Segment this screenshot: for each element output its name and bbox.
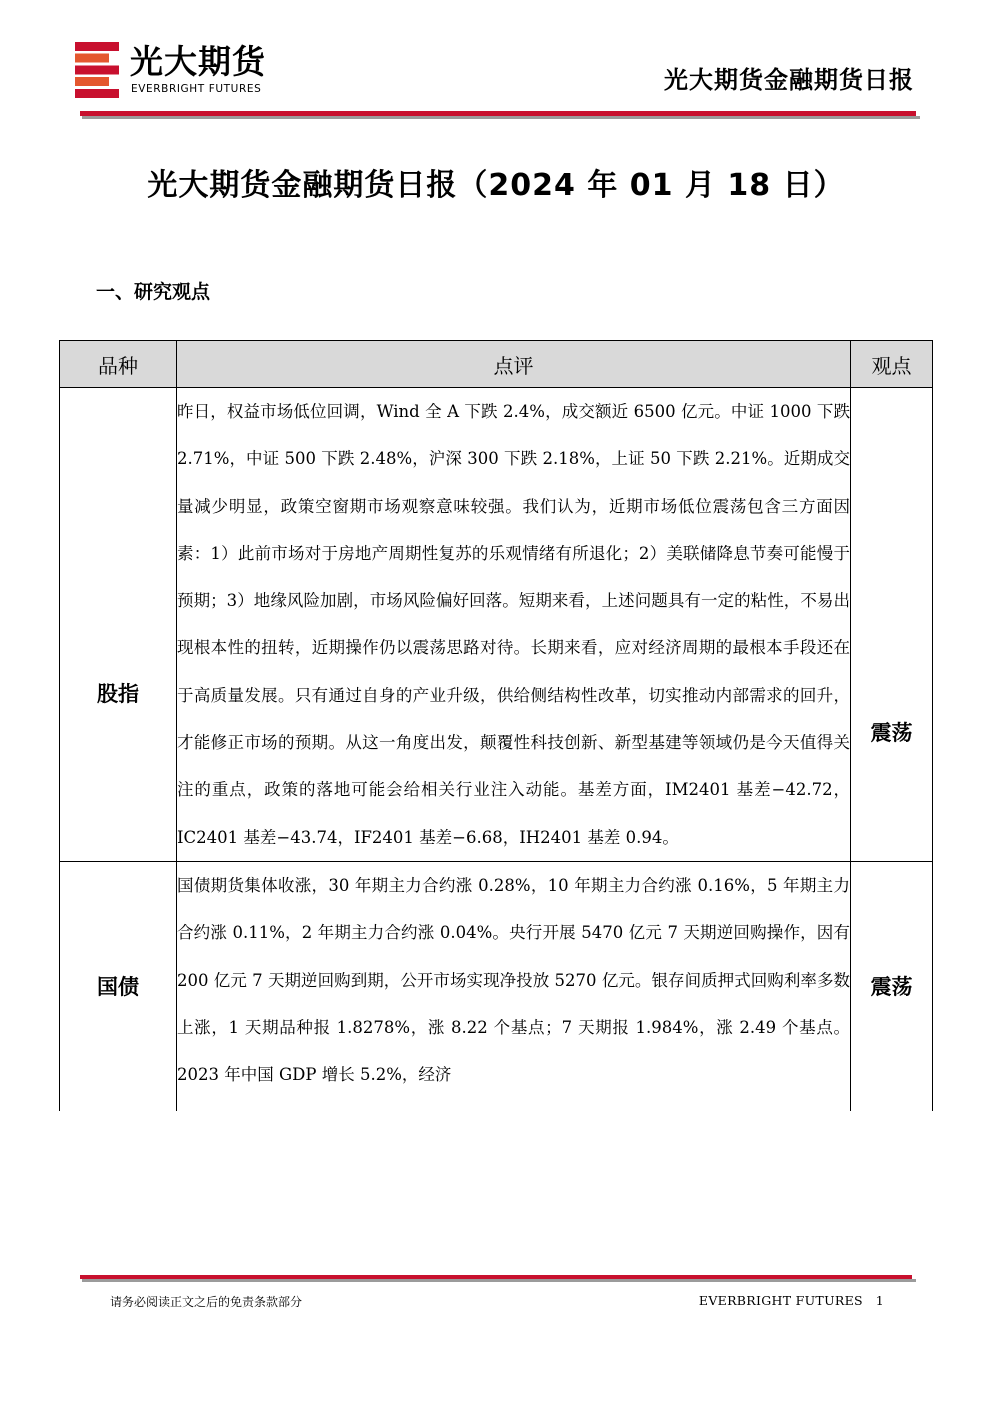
row-comment: 昨日，权益市场低位回调，Wind 全 A 下跌 2.4%，成交额近 6500 亿元。中证 1000 下跌 2.71%，中证 500 下跌 2.48%，沪深 300 下跌 2.18%，上证 50 下跌 2.21%。近期成交量减少明显，政策空窗期市场观察意味较强。我们认为，近期市场低位震荡包含三方面因素：1）此前市场对于房地产周期性复苏的乐观情绪有所退化；2）美联储降息节奏可能慢于预期；3）地缘风险加剧，市场风险偏好回落。短期来看，上述问题具有一定的粘性，不易出现根本性的扭转，近期操作仍以震荡思路对待。长期来看，应对经济周期的最根本手段还在于高质量发展。只有通过自身的产业升级，供给侧结构性改革，切实推动内部需求的回升，才能修正市场的预期。从这一角度出发，颠覆性科技创新、新型基建等领域仍是今天值得关注的重点，政策的落地可能会给相关行业注入动能。基差方面，IM2401 基差−42.72，IC2401 基差−43.74，IF2401 基差−6.68，IH2401 基差 0.94。 (177, 388, 851, 862)
section-title: 一、研究观点 (96, 281, 211, 303)
header-divider-shadow (82, 116, 920, 119)
research-view-table (59, 340, 933, 1111)
footer-divider-shadow (82, 1279, 916, 1282)
table-row (60, 861, 933, 1111)
row-comment-cell (177, 861, 851, 1111)
table-header-row (60, 341, 933, 388)
page-header (0, 0, 992, 125)
table-row (60, 388, 933, 862)
footer-disclaimer: 请务必阅读正文之后的免责条款部分 (110, 1295, 303, 1309)
header-report-name: 光大期货金融期货日报 (664, 66, 914, 94)
everbright-logo-icon (75, 42, 119, 98)
page-number: 1 (875, 1293, 884, 1308)
row-category: 国债 (60, 861, 177, 1111)
brand-name-cn: 光大期货 (130, 42, 266, 81)
row-view: 震荡 (851, 861, 933, 1111)
row-view: 震荡 (851, 388, 933, 862)
column-header-category: 品种 (60, 341, 177, 388)
row-comment: 国债期货集体收涨，30 年期主力合约涨 0.28%，10 年期主力合约涨 0.16%，5 年期主力合约涨 0.11%，2 年期主力合约涨 0.04%。央行开展 5470 亿元 7 天期逆回购操作，因有 200 亿元 7 天期逆回购到期，公开市场实现净投放 5270 亿元。银存间质押式回购利率多数上涨，1 天期品种报 1.8278%，涨 8.22 个基点；7 天期报 1.984%，涨 2.49 个基点。2023 年中国 GDP 增长 5.2%，经济 (177, 875, 850, 1085)
row-category: 股指 (60, 388, 177, 862)
footer-brand: EVERBRIGHT FUTURES (698, 1293, 863, 1308)
document-title: 光大期货金融期货日报（2024 年 01 月 18 日） (147, 168, 845, 203)
column-header-comment: 点评 (177, 341, 851, 388)
column-header-view: 观点 (851, 341, 933, 388)
footer-brand-page (699, 1293, 884, 1308)
brand-name-en: EVERBRIGHT FUTURES (131, 83, 262, 95)
